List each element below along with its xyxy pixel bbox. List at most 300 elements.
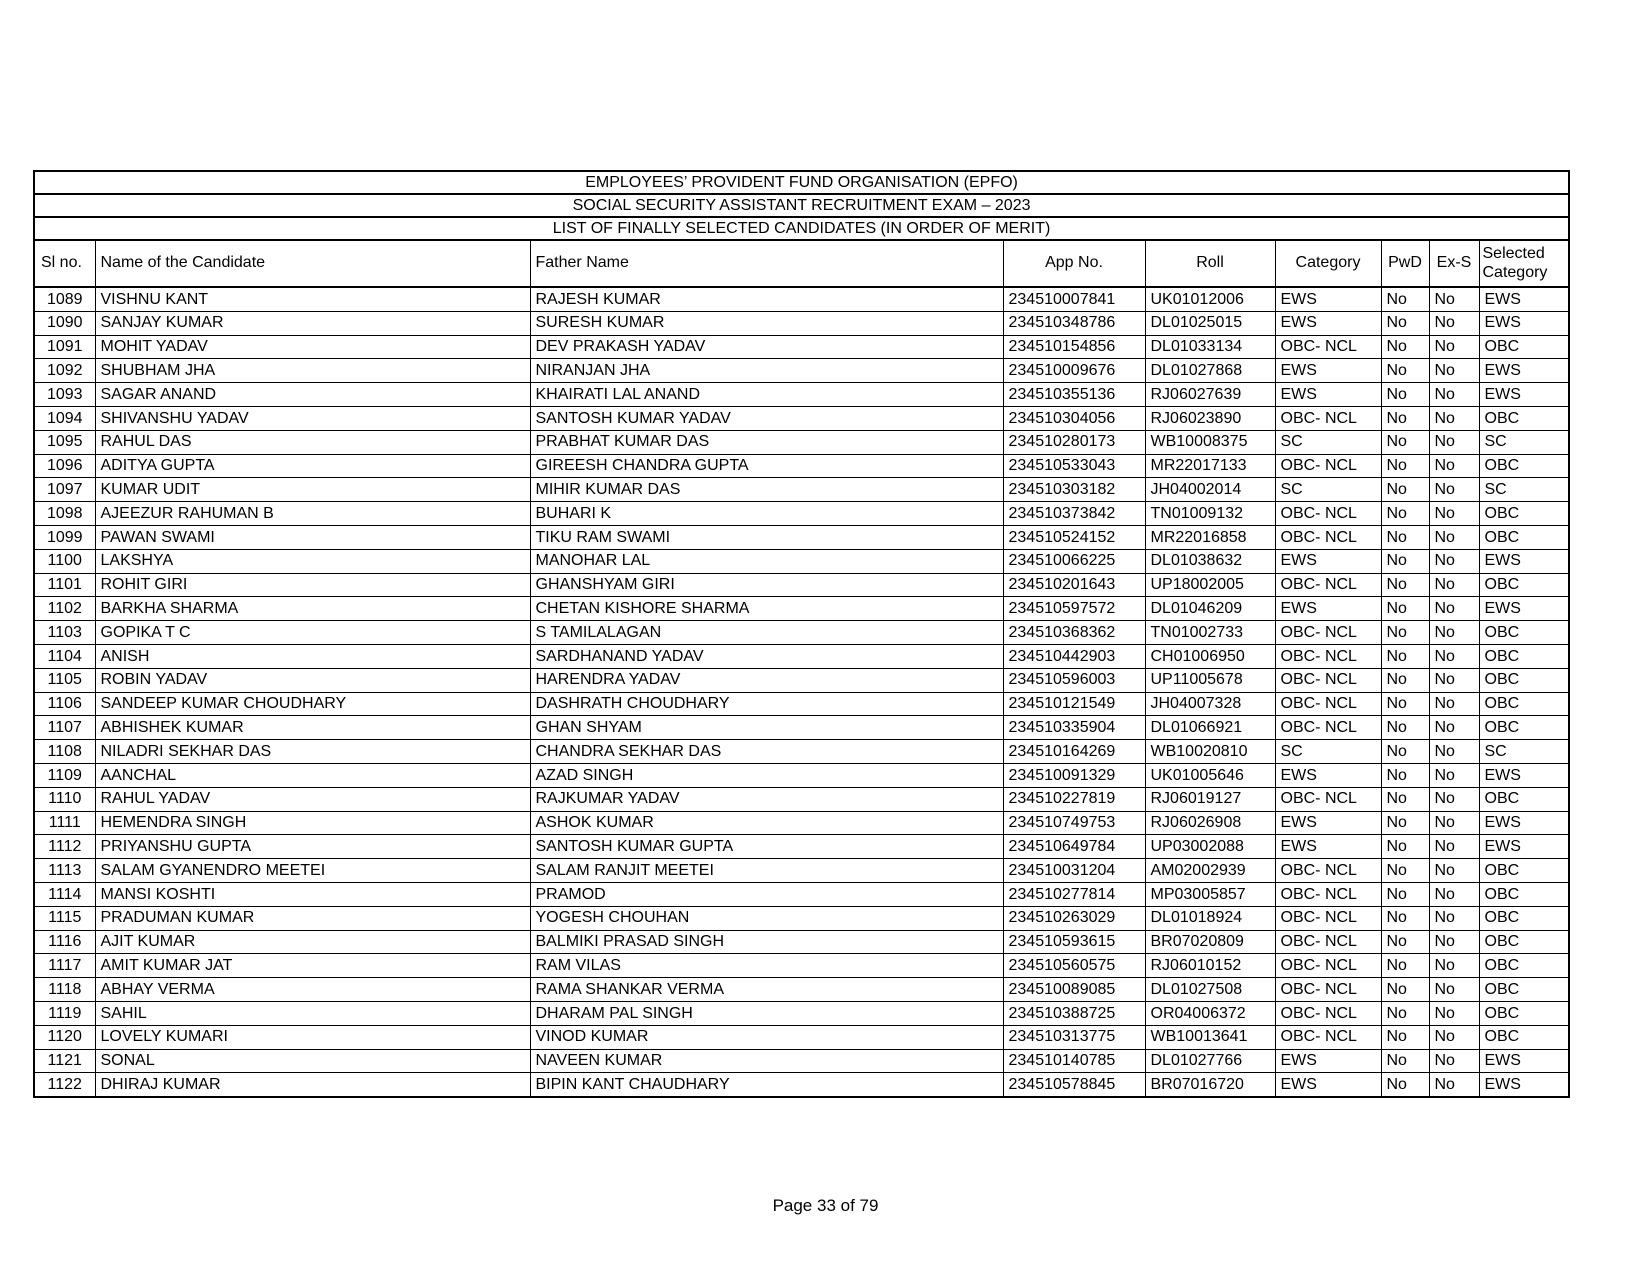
cell-pwd: No: [1381, 335, 1429, 359]
cell-pwd: No: [1381, 954, 1429, 978]
cell-ex-s: No: [1429, 597, 1479, 621]
cell-candidate-name: HEMENDRA SINGH: [95, 811, 530, 835]
cell-selected-category: OBC: [1479, 335, 1569, 359]
cell-ex-s: No: [1429, 906, 1479, 930]
candidates-tbody: [34, 287, 1569, 1097]
table-row: [34, 811, 1569, 835]
cell-category: OBC- NCL: [1275, 954, 1381, 978]
doc-title-list: LIST OF FINALLY SELECTED CANDIDATES (IN ORDER OF MERIT): [34, 217, 1569, 240]
cell-candidate-name: AMIT KUMAR JAT: [95, 954, 530, 978]
cell-candidate-name: PRIYANSHU GUPTA: [95, 835, 530, 859]
cell-category: EWS: [1275, 835, 1381, 859]
cell-roll: RJ06010152: [1145, 954, 1275, 978]
cell-father-name: ASHOK KUMAR: [530, 811, 1003, 835]
cell-candidate-name: SAGAR ANAND: [95, 383, 530, 407]
cell-pwd: No: [1381, 740, 1429, 764]
cell-pwd: No: [1381, 859, 1429, 883]
cell-selected-category: OBC: [1479, 1025, 1569, 1049]
cell-ex-s: No: [1429, 882, 1479, 906]
cell-pwd: No: [1381, 882, 1429, 906]
cell-father-name: BIPIN KANT CHAUDHARY: [530, 1073, 1003, 1097]
cell-father-name: BALMIKI PRASAD SINGH: [530, 930, 1003, 954]
cell-category: EWS: [1275, 763, 1381, 787]
cell-candidate-name: SONAL: [95, 1049, 530, 1073]
cell-category: EWS: [1275, 597, 1381, 621]
cell-ex-s: No: [1429, 335, 1479, 359]
cell-pwd: No: [1381, 406, 1429, 430]
table-row: [34, 882, 1569, 906]
cell-pwd: No: [1381, 1073, 1429, 1097]
cell-father-name: KHAIRATI LAL ANAND: [530, 383, 1003, 407]
cell-candidate-name: DHIRAJ KUMAR: [95, 1073, 530, 1097]
cell-candidate-name: MOHIT YADAV: [95, 335, 530, 359]
cell-candidate-name: MANSI KOSHTI: [95, 882, 530, 906]
cell-father-name: CHANDRA SEKHAR DAS: [530, 740, 1003, 764]
table-row: [34, 930, 1569, 954]
doc-title-organisation: EMPLOYEES’ PROVIDENT FUND ORGANISATION (EPFO): [34, 171, 1569, 194]
cell-sl-no: 1108: [34, 740, 95, 764]
cell-roll: UK01012006: [1145, 287, 1275, 311]
cell-ex-s: No: [1429, 1001, 1479, 1025]
cell-sl-no: 1101: [34, 573, 95, 597]
cell-app-no: 234510442903: [1003, 644, 1145, 668]
cell-candidate-name: NILADRI SEKHAR DAS: [95, 740, 530, 764]
cell-roll: DL01025015: [1145, 311, 1275, 335]
cell-category: OBC- NCL: [1275, 978, 1381, 1002]
cell-ex-s: No: [1429, 406, 1479, 430]
cell-father-name: TIKU RAM SWAMI: [530, 525, 1003, 549]
cell-selected-category: OBC: [1479, 573, 1569, 597]
cell-sl-no: 1103: [34, 621, 95, 645]
cell-father-name: RAMA SHANKAR VERMA: [530, 978, 1003, 1002]
cell-ex-s: No: [1429, 621, 1479, 645]
cell-father-name: MIHIR KUMAR DAS: [530, 478, 1003, 502]
cell-ex-s: No: [1429, 954, 1479, 978]
cell-app-no: 234510263029: [1003, 906, 1145, 930]
cell-category: EWS: [1275, 1049, 1381, 1073]
col-header-sl-no: Sl no.: [34, 240, 95, 287]
cell-roll: UK01005646: [1145, 763, 1275, 787]
cell-father-name: GHAN SHYAM: [530, 716, 1003, 740]
cell-candidate-name: SANJAY KUMAR: [95, 311, 530, 335]
cell-sl-no: 1099: [34, 525, 95, 549]
cell-category: EWS: [1275, 1073, 1381, 1097]
cell-pwd: No: [1381, 573, 1429, 597]
cell-candidate-name: ABHISHEK KUMAR: [95, 716, 530, 740]
cell-sl-no: 1119: [34, 1001, 95, 1025]
table-row: [34, 954, 1569, 978]
title-row-list: [34, 217, 1569, 240]
cell-roll: TN01009132: [1145, 502, 1275, 526]
cell-sl-no: 1105: [34, 668, 95, 692]
cell-candidate-name: LAKSHYA: [95, 549, 530, 573]
cell-sl-no: 1094: [34, 406, 95, 430]
cell-pwd: No: [1381, 502, 1429, 526]
cell-selected-category: OBC: [1479, 525, 1569, 549]
cell-pwd: No: [1381, 430, 1429, 454]
cell-sl-no: 1098: [34, 502, 95, 526]
cell-ex-s: No: [1429, 573, 1479, 597]
cell-roll: MP03005857: [1145, 882, 1275, 906]
cell-father-name: DEV PRAKASH YADAV: [530, 335, 1003, 359]
cell-candidate-name: ROHIT GIRI: [95, 573, 530, 597]
cell-father-name: RAJKUMAR YADAV: [530, 787, 1003, 811]
table-row: [34, 478, 1569, 502]
cell-app-no: 234510089085: [1003, 978, 1145, 1002]
cell-pwd: No: [1381, 1025, 1429, 1049]
cell-father-name: AZAD SINGH: [530, 763, 1003, 787]
cell-father-name: VINOD KUMAR: [530, 1025, 1003, 1049]
cell-app-no: 234510303182: [1003, 478, 1145, 502]
cell-roll: JH04002014: [1145, 478, 1275, 502]
cell-father-name: BUHARI K: [530, 502, 1003, 526]
cell-father-name: PRABHAT KUMAR DAS: [530, 430, 1003, 454]
cell-selected-category: EWS: [1479, 383, 1569, 407]
cell-selected-category: EWS: [1479, 549, 1569, 573]
cell-selected-category: EWS: [1479, 597, 1569, 621]
cell-category: OBC- NCL: [1275, 621, 1381, 645]
cell-selected-category: SC: [1479, 740, 1569, 764]
cell-app-no: 234510560575: [1003, 954, 1145, 978]
cell-app-no: 234510533043: [1003, 454, 1145, 478]
cell-sl-no: 1106: [34, 692, 95, 716]
cell-roll: DL01033134: [1145, 335, 1275, 359]
cell-sl-no: 1109: [34, 763, 95, 787]
cell-sl-no: 1113: [34, 859, 95, 883]
cell-category: EWS: [1275, 311, 1381, 335]
cell-ex-s: No: [1429, 811, 1479, 835]
cell-sl-no: 1112: [34, 835, 95, 859]
cell-father-name: HARENDRA YADAV: [530, 668, 1003, 692]
cell-roll: UP03002088: [1145, 835, 1275, 859]
cell-candidate-name: ABHAY VERMA: [95, 978, 530, 1002]
cell-pwd: No: [1381, 692, 1429, 716]
cell-pwd: No: [1381, 454, 1429, 478]
cell-roll: TN01002733: [1145, 621, 1275, 645]
cell-selected-category: EWS: [1479, 763, 1569, 787]
cell-roll: WB10013641: [1145, 1025, 1275, 1049]
cell-sl-no: 1100: [34, 549, 95, 573]
col-header-father-name: Father Name: [530, 240, 1003, 287]
cell-pwd: No: [1381, 1001, 1429, 1025]
cell-pwd: No: [1381, 644, 1429, 668]
cell-ex-s: No: [1429, 716, 1479, 740]
cell-candidate-name: SALAM GYANENDRO MEETEI: [95, 859, 530, 883]
cell-pwd: No: [1381, 906, 1429, 930]
col-header-selected-category: Selected Category: [1479, 240, 1569, 287]
cell-sl-no: 1116: [34, 930, 95, 954]
cell-roll: JH04007328: [1145, 692, 1275, 716]
cell-selected-category: SC: [1479, 478, 1569, 502]
cell-selected-category: OBC: [1479, 668, 1569, 692]
cell-roll: UP18002005: [1145, 573, 1275, 597]
cell-ex-s: No: [1429, 740, 1479, 764]
cell-category: OBC- NCL: [1275, 573, 1381, 597]
cell-selected-category: EWS: [1479, 811, 1569, 835]
cell-father-name: DASHRATH CHOUDHARY: [530, 692, 1003, 716]
cell-category: OBC- NCL: [1275, 1025, 1381, 1049]
cell-roll: DL01038632: [1145, 549, 1275, 573]
cell-app-no: 234510335904: [1003, 716, 1145, 740]
cell-sl-no: 1114: [34, 882, 95, 906]
cell-father-name: SALAM RANJIT MEETEI: [530, 859, 1003, 883]
cell-ex-s: No: [1429, 287, 1479, 311]
cell-father-name: DHARAM PAL SINGH: [530, 1001, 1003, 1025]
cell-pwd: No: [1381, 811, 1429, 835]
selected-candidates-table: [33, 170, 1570, 1098]
cell-app-no: 234510154856: [1003, 335, 1145, 359]
cell-selected-category: OBC: [1479, 406, 1569, 430]
cell-selected-category: SC: [1479, 430, 1569, 454]
cell-selected-category: EWS: [1479, 1049, 1569, 1073]
cell-roll: DL01018924: [1145, 906, 1275, 930]
cell-app-no: 234510009676: [1003, 359, 1145, 383]
cell-ex-s: No: [1429, 668, 1479, 692]
cell-father-name: PRAMOD: [530, 882, 1003, 906]
cell-pwd: No: [1381, 835, 1429, 859]
cell-app-no: 234510227819: [1003, 787, 1145, 811]
cell-ex-s: No: [1429, 359, 1479, 383]
cell-selected-category: OBC: [1479, 644, 1569, 668]
cell-ex-s: No: [1429, 930, 1479, 954]
cell-pwd: No: [1381, 383, 1429, 407]
cell-category: SC: [1275, 478, 1381, 502]
cell-category: OBC- NCL: [1275, 502, 1381, 526]
cell-candidate-name: SAHIL: [95, 1001, 530, 1025]
cell-category: SC: [1275, 740, 1381, 764]
cell-roll: DL01027868: [1145, 359, 1275, 383]
cell-app-no: 234510121549: [1003, 692, 1145, 716]
cell-sl-no: 1111: [34, 811, 95, 835]
cell-category: OBC- NCL: [1275, 859, 1381, 883]
cell-app-no: 234510313775: [1003, 1025, 1145, 1049]
cell-sl-no: 1102: [34, 597, 95, 621]
cell-selected-category: OBC: [1479, 906, 1569, 930]
table-row: [34, 859, 1569, 883]
cell-pwd: No: [1381, 1049, 1429, 1073]
cell-father-name: SANTOSH KUMAR YADAV: [530, 406, 1003, 430]
table-row: [34, 502, 1569, 526]
cell-pwd: No: [1381, 287, 1429, 311]
cell-selected-category: EWS: [1479, 359, 1569, 383]
cell-candidate-name: VISHNU KANT: [95, 287, 530, 311]
cell-sl-no: 1104: [34, 644, 95, 668]
cell-candidate-name: SANDEEP KUMAR CHOUDHARY: [95, 692, 530, 716]
cell-category: OBC- NCL: [1275, 1001, 1381, 1025]
cell-candidate-name: SHIVANSHU YADAV: [95, 406, 530, 430]
cell-app-no: 234510164269: [1003, 740, 1145, 764]
cell-father-name: SURESH KUMAR: [530, 311, 1003, 335]
cell-candidate-name: PRADUMAN KUMAR: [95, 906, 530, 930]
table-row: [34, 359, 1569, 383]
cell-app-no: 234510649784: [1003, 835, 1145, 859]
cell-sl-no: 1115: [34, 906, 95, 930]
cell-app-no: 234510596003: [1003, 668, 1145, 692]
cell-pwd: No: [1381, 930, 1429, 954]
cell-selected-category: OBC: [1479, 787, 1569, 811]
cell-app-no: 234510368362: [1003, 621, 1145, 645]
cell-sl-no: 1090: [34, 311, 95, 335]
col-header-category: Category: [1275, 240, 1381, 287]
cell-roll: WB10008375: [1145, 430, 1275, 454]
table-row: [34, 311, 1569, 335]
cell-father-name: GIREESH CHANDRA GUPTA: [530, 454, 1003, 478]
cell-sl-no: 1122: [34, 1073, 95, 1097]
cell-selected-category: OBC: [1479, 716, 1569, 740]
cell-app-no: 234510007841: [1003, 287, 1145, 311]
cell-sl-no: 1091: [34, 335, 95, 359]
table-row: [34, 287, 1569, 311]
cell-sl-no: 1092: [34, 359, 95, 383]
table-row: [34, 430, 1569, 454]
cell-category: EWS: [1275, 359, 1381, 383]
cell-category: OBC- NCL: [1275, 454, 1381, 478]
cell-roll: RJ06027639: [1145, 383, 1275, 407]
cell-category: OBC- NCL: [1275, 716, 1381, 740]
cell-roll: BR07016720: [1145, 1073, 1275, 1097]
cell-father-name: SARDHANAND YADAV: [530, 644, 1003, 668]
cell-sl-no: 1117: [34, 954, 95, 978]
cell-category: OBC- NCL: [1275, 668, 1381, 692]
table-row: [34, 978, 1569, 1002]
column-header-row: [34, 240, 1569, 287]
cell-father-name: NIRANJAN JHA: [530, 359, 1003, 383]
cell-father-name: CHETAN KISHORE SHARMA: [530, 597, 1003, 621]
cell-candidate-name: PAWAN SWAMI: [95, 525, 530, 549]
cell-category: OBC- NCL: [1275, 882, 1381, 906]
table-row: [34, 763, 1569, 787]
cell-app-no: 234510277814: [1003, 882, 1145, 906]
page-number-footer: Page 33 of 79: [772, 1196, 879, 1215]
cell-category: OBC- NCL: [1275, 930, 1381, 954]
table-row: [34, 716, 1569, 740]
cell-candidate-name: BARKHA SHARMA: [95, 597, 530, 621]
table-row: [34, 454, 1569, 478]
cell-father-name: RAJESH KUMAR: [530, 287, 1003, 311]
cell-selected-category: OBC: [1479, 859, 1569, 883]
cell-selected-category: EWS: [1479, 287, 1569, 311]
table-row: [34, 644, 1569, 668]
cell-sl-no: 1095: [34, 430, 95, 454]
cell-category: OBC- NCL: [1275, 692, 1381, 716]
cell-ex-s: No: [1429, 692, 1479, 716]
cell-candidate-name: RAHUL DAS: [95, 430, 530, 454]
cell-category: OBC- NCL: [1275, 787, 1381, 811]
cell-roll: DL01046209: [1145, 597, 1275, 621]
cell-app-no: 234510597572: [1003, 597, 1145, 621]
cell-selected-category: OBC: [1479, 954, 1569, 978]
cell-pwd: No: [1381, 525, 1429, 549]
cell-app-no: 234510091329: [1003, 763, 1145, 787]
col-header-roll: Roll: [1145, 240, 1275, 287]
cell-father-name: NAVEEN KUMAR: [530, 1049, 1003, 1073]
doc-title-exam: SOCIAL SECURITY ASSISTANT RECRUITMENT EXAM – 2023: [34, 194, 1569, 217]
col-header-ex-s: Ex-S: [1429, 240, 1479, 287]
cell-sl-no: 1096: [34, 454, 95, 478]
cell-app-no: 234510280173: [1003, 430, 1145, 454]
cell-ex-s: No: [1429, 978, 1479, 1002]
cell-roll: BR07020809: [1145, 930, 1275, 954]
cell-father-name: MANOHAR LAL: [530, 549, 1003, 573]
cell-father-name: GHANSHYAM GIRI: [530, 573, 1003, 597]
cell-ex-s: No: [1429, 763, 1479, 787]
cell-roll: RJ06023890: [1145, 406, 1275, 430]
cell-selected-category: OBC: [1479, 692, 1569, 716]
cell-app-no: 234510066225: [1003, 549, 1145, 573]
cell-sl-no: 1097: [34, 478, 95, 502]
cell-candidate-name: ROBIN YADAV: [95, 668, 530, 692]
cell-ex-s: No: [1429, 1049, 1479, 1073]
cell-roll: RJ06019127: [1145, 787, 1275, 811]
cell-roll: CH01006950: [1145, 644, 1275, 668]
cell-roll: WB10020810: [1145, 740, 1275, 764]
table-row: [34, 621, 1569, 645]
cell-roll: DL01027766: [1145, 1049, 1275, 1073]
cell-pwd: No: [1381, 621, 1429, 645]
cell-candidate-name: GOPIKA T C: [95, 621, 530, 645]
table-row: [34, 383, 1569, 407]
cell-ex-s: No: [1429, 430, 1479, 454]
cell-roll: RJ06026908: [1145, 811, 1275, 835]
cell-app-no: 234510201643: [1003, 573, 1145, 597]
cell-sl-no: 1121: [34, 1049, 95, 1073]
cell-father-name: YOGESH CHOUHAN: [530, 906, 1003, 930]
cell-selected-category: OBC: [1479, 1001, 1569, 1025]
table-row: [34, 692, 1569, 716]
cell-pwd: No: [1381, 716, 1429, 740]
cell-sl-no: 1118: [34, 978, 95, 1002]
cell-candidate-name: LOVELY KUMARI: [95, 1025, 530, 1049]
cell-roll: UP11005678: [1145, 668, 1275, 692]
cell-selected-category: OBC: [1479, 502, 1569, 526]
cell-pwd: No: [1381, 311, 1429, 335]
table-row: [34, 1025, 1569, 1049]
cell-selected-category: OBC: [1479, 978, 1569, 1002]
table-row: [34, 1001, 1569, 1025]
cell-pwd: No: [1381, 478, 1429, 502]
cell-candidate-name: ADITYA GUPTA: [95, 454, 530, 478]
table-row: [34, 1073, 1569, 1097]
cell-pwd: No: [1381, 978, 1429, 1002]
cell-roll: MR22016858: [1145, 525, 1275, 549]
cell-ex-s: No: [1429, 478, 1479, 502]
cell-sl-no: 1107: [34, 716, 95, 740]
cell-ex-s: No: [1429, 383, 1479, 407]
cell-candidate-name: RAHUL YADAV: [95, 787, 530, 811]
cell-category: EWS: [1275, 287, 1381, 311]
cell-father-name: S TAMILALAGAN: [530, 621, 1003, 645]
table-row: [34, 906, 1569, 930]
table-row: [34, 335, 1569, 359]
cell-candidate-name: KUMAR UDIT: [95, 478, 530, 502]
cell-app-no: 234510348786: [1003, 311, 1145, 335]
cell-ex-s: No: [1429, 311, 1479, 335]
cell-ex-s: No: [1429, 859, 1479, 883]
table-row: [34, 668, 1569, 692]
cell-app-no: 234510388725: [1003, 1001, 1145, 1025]
cell-app-no: 234510140785: [1003, 1049, 1145, 1073]
cell-category: OBC- NCL: [1275, 906, 1381, 930]
table-row: [34, 573, 1569, 597]
cell-roll: AM02002939: [1145, 859, 1275, 883]
cell-sl-no: 1093: [34, 383, 95, 407]
cell-pwd: No: [1381, 359, 1429, 383]
table-row: [34, 740, 1569, 764]
cell-selected-category: OBC: [1479, 930, 1569, 954]
cell-ex-s: No: [1429, 835, 1479, 859]
cell-pwd: No: [1381, 787, 1429, 811]
table-row: [34, 835, 1569, 859]
